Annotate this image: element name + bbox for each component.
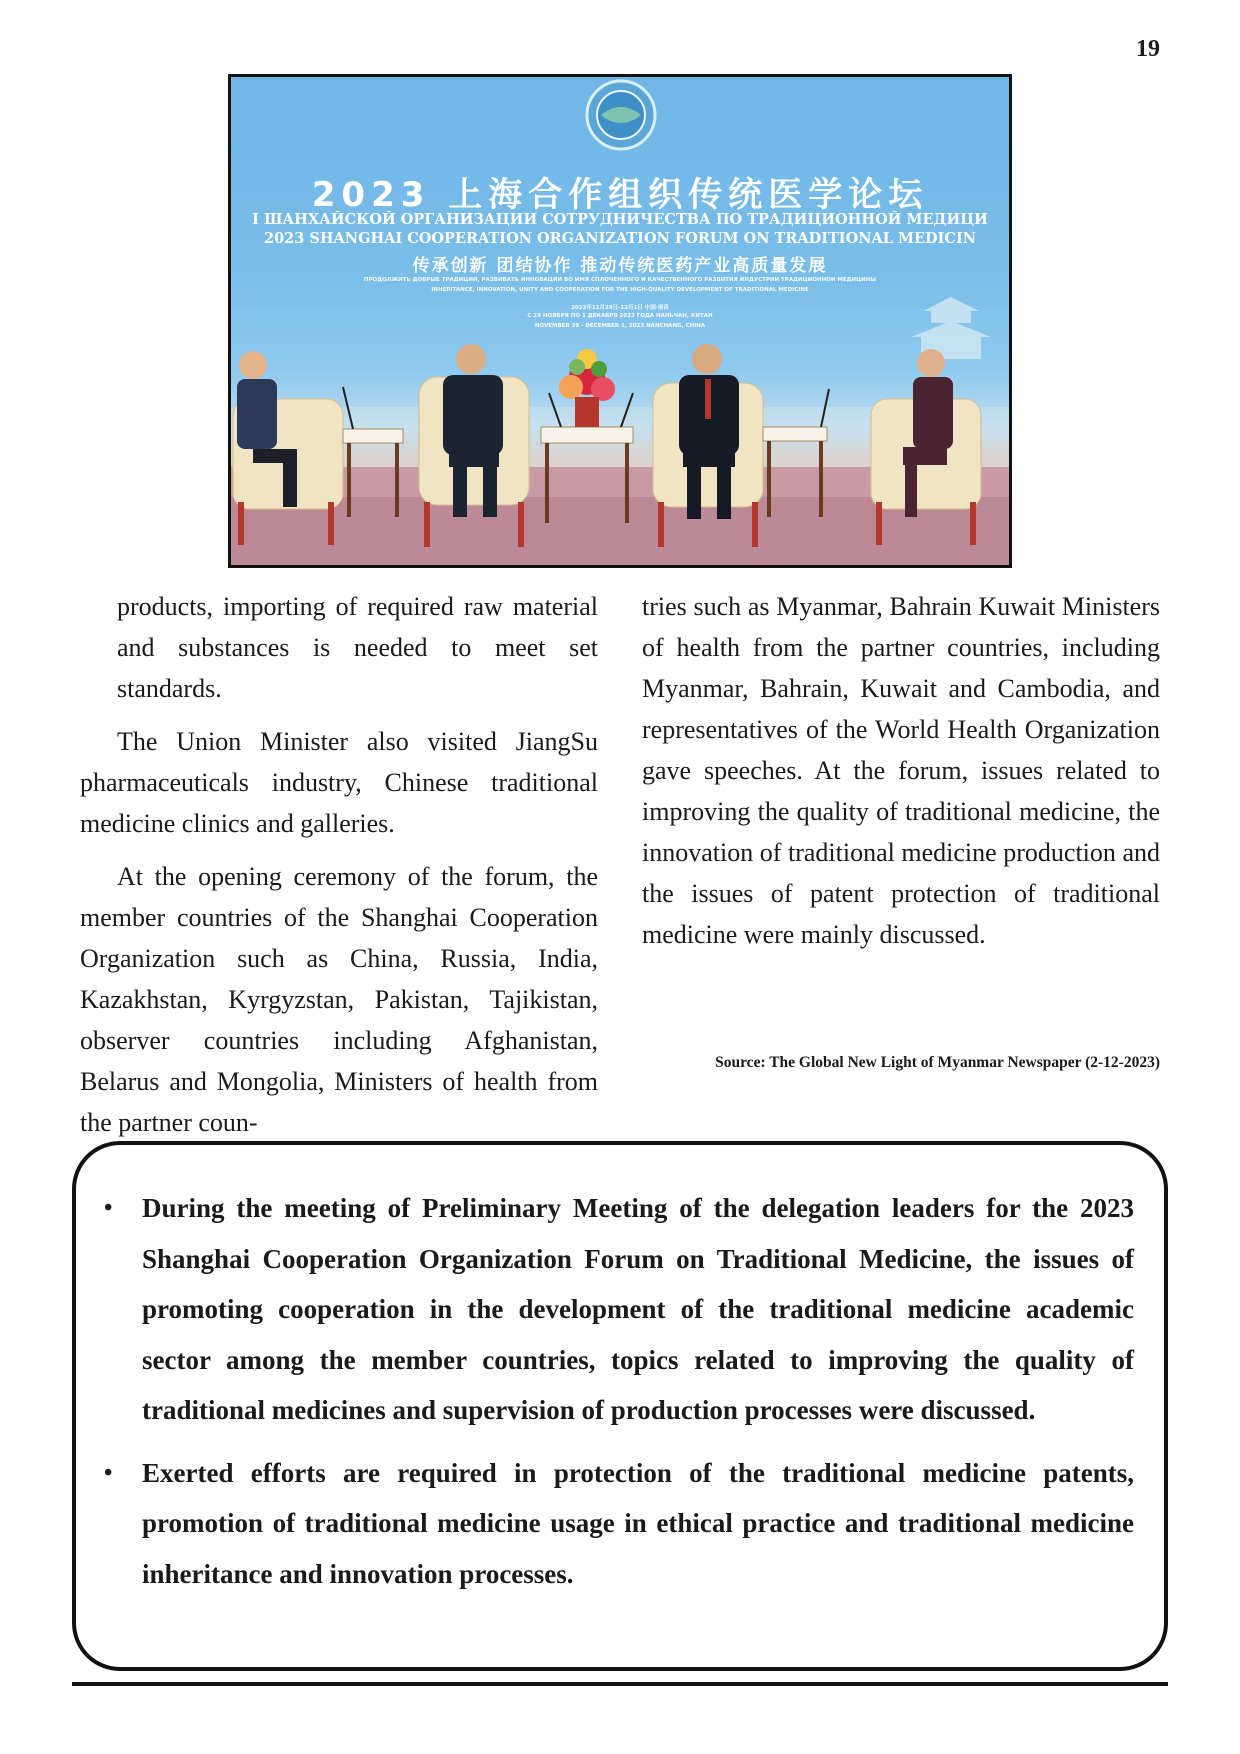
paragraph-forum-speeches: tries such as Myanmar, Bahrain Kuwait Ministers of health from the partner countries, including Myanmar, Bahrain, Kuwait and Cambodia, and representatives of the World Health Organization gave speeches. At the forum, issues related to improving the quality of traditional medicine, the innovation of traditional medicine production and the issues of patent protection of traditional medicine were mainly discussed.	[642, 592, 1160, 949]
banner-chinese-title: 2023 上海合作组织传统医学论坛	[311, 175, 929, 215]
banner-english-title: 2023 SHANGHAI COOPERATION ORGANIZATION FORUM ON TRADITIONAL MEDICIN	[263, 230, 976, 247]
bottom-divider	[72, 1682, 1168, 1686]
paragraph-union-minister-visit: The Union Minister also visited JiangSu pharmaceuticals industry, Chinese traditional medicine clinics and galleries.	[80, 727, 598, 838]
sco-emblem-icon	[587, 81, 655, 149]
photo-scene	[231, 77, 1009, 565]
page-number: 19	[1136, 36, 1160, 62]
right-text-column	[642, 586, 1160, 967]
banner-chinese-slogan: 传承创新 团结协作 推动传统医药产业高质量发展	[412, 256, 828, 276]
source-citation: Source: The Global New Light of Myanmar Newspaper (2-12-2023)	[715, 1054, 1160, 1071]
summary-bullet-text: During the meeting of Preliminary Meeting of the delegation leaders for the 2023 Shanghai Cooperation Organization Forum on Traditional Medicine, the issues of promoting cooperation in the development of the traditional medicine academic sector among the member countries, topics related to improving the quality of traditional medicines and supervision of production processes were discussed.	[142, 1193, 1134, 1425]
summary-list	[76, 1183, 1164, 1611]
left-text-column	[80, 586, 598, 1155]
banner-russian-title: I ШАНХАЙСКОЙ ОРГАНИЗАЦИИ СОТРУДНИЧЕСТВА ПО ТРАДИЦИОННОЙ МЕДИЦИ	[252, 211, 988, 228]
banner-date-chinese: 2023年11月29日-12月1日 中国·南昌	[571, 305, 669, 311]
summary-bullet-item	[76, 1183, 1164, 1436]
banner-date-russian: С 29 НОЯБРЯ ПО 1 ДЕКАБРЯ 2023 ГОДА НАНЬЧАН, КИТАЙ	[527, 313, 713, 319]
banner-date-english: NOVEMBER 29 - DECEMBER 1, 2023 NANCHANG, CHINA	[534, 323, 706, 329]
forum-photo	[228, 74, 1012, 568]
bullet-icon: •	[104, 1459, 113, 1486]
banner-russian-slogan: ПРОДОЛЖИТЬ ДОБРЫЕ ТРАДИЦИИ, РАЗВИВАТЬ ИННОВАЦИИ ВО ИМЯ СПЛОЧЕННОГО И КАЧЕСТВЕННОГО РАЗВИТИЯ ИНДУСТРИИ ТРАДИЦИОННОЙ МЕДИЦИНЫ	[363, 277, 877, 283]
banner-english-slogan: INHERITANCE, INNOVATION, UNITY AND COOPERATION FOR THE HIGH-QUALITY DEVELOPMENT OF TRADITIONAL MEDICINE	[431, 287, 809, 293]
summary-box	[72, 1141, 1168, 1671]
paragraph-continued: products, importing of required raw material and substances is needed to meet set standards.	[117, 592, 598, 703]
bullet-icon: •	[104, 1195, 113, 1221]
summary-bullet-item	[76, 1448, 1164, 1600]
summary-bullet-text: Exerted efforts are required in protection of the traditional medicine patents, promotion of traditional medicine usage in ethical practice and traditional medicine inheritance and innovation processes.	[142, 1457, 1134, 1589]
paragraph-opening-ceremony: At the opening ceremony of the forum, the member countries of the Shanghai Cooperation Organization such as China, Russia, India, Kazakhstan, Kyrgyzstan, Pakistan, Tajikistan, observer countries including Afghanistan, Belarus and Mongolia, Ministers of health from the partner coun-	[80, 862, 598, 1137]
